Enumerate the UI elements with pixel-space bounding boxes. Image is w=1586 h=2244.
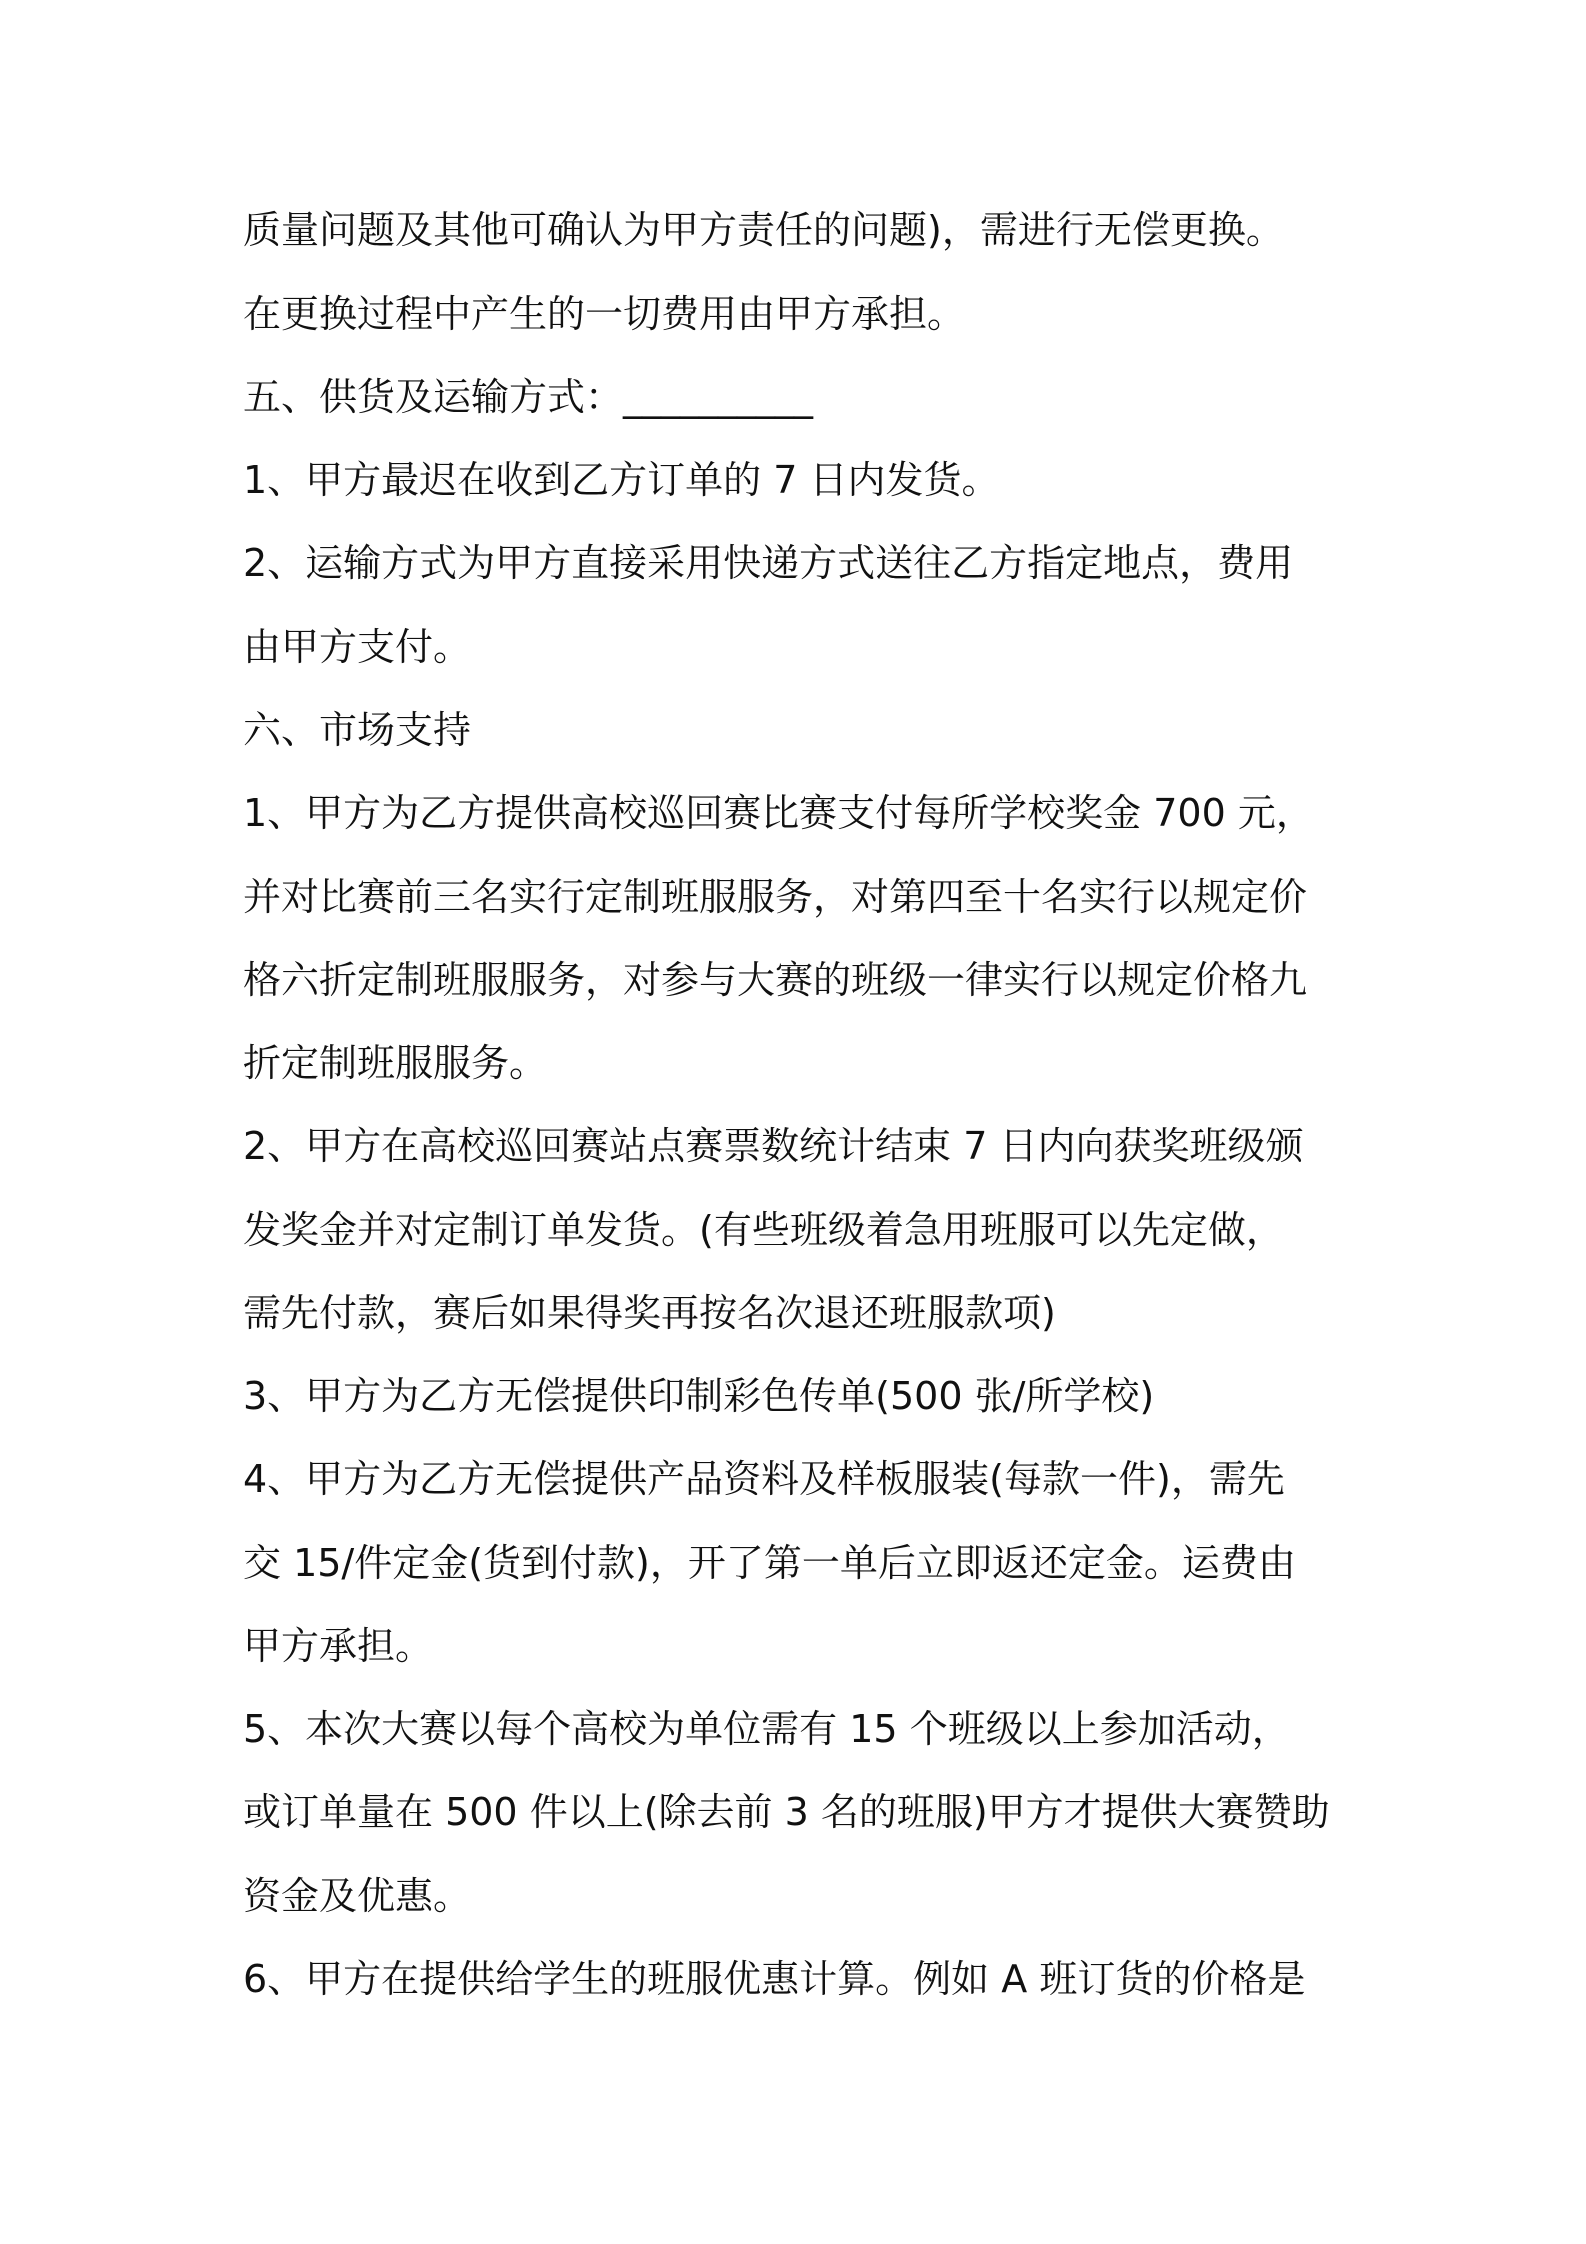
list-item: 2、运输方式为甲方直接采用快递方式送往乙方指定地点，费用 bbox=[243, 541, 1294, 585]
list-item: 1、甲方最迟在收到乙方订单的 7 日内发货。 bbox=[243, 458, 1000, 502]
list-item: 4、甲方为乙方无偿提供产品资料及样板服装(每款一件)，需先 bbox=[243, 1457, 1285, 1501]
text-line: 质量问题及其他可确认为甲方责任的问题)，需进行无偿更换。 bbox=[243, 208, 1284, 252]
list-item: 3、甲方为乙方无偿提供印制彩色传单(500 张/所学校) bbox=[243, 1374, 1155, 1418]
text-line: 交 15/件定金(货到付款)，开了第一单后立即返还定金。运费由 bbox=[243, 1541, 1296, 1585]
section-heading: 六、市场支持 bbox=[243, 708, 472, 752]
text-line: 甲方承担。 bbox=[243, 1624, 434, 1668]
list-item: 2、甲方在高校巡回赛站点赛票数统计结束 7 日内向获奖班级颁 bbox=[243, 1124, 1304, 1168]
section-heading: 五、供货及运输方式：__________ bbox=[243, 375, 814, 419]
list-item: 1、甲方为乙方提供高校巡回赛比赛支付每所学校奖金 700 元， bbox=[243, 791, 1314, 835]
list-item: 5、本次大赛以每个高校为单位需有 15 个班级以上参加活动， bbox=[243, 1707, 1290, 1751]
list-item: 6、甲方在提供给学生的班服优惠计算。例如 A 班订货的价格是 bbox=[243, 1957, 1306, 2001]
text-line: 格六折定制班服服务，对参与大赛的班级一律实行以规定价格九 bbox=[243, 958, 1308, 1002]
text-line: 发奖金并对定制订单发货。(有些班级着急用班服可以先定做， bbox=[243, 1208, 1284, 1252]
text-line: 并对比赛前三名实行定制班服服务，对第四至十名实行以规定价 bbox=[243, 875, 1308, 919]
text-line: 需先付款，赛后如果得奖再按名次退还班服款项) bbox=[243, 1291, 1056, 1335]
text-line: 在更换过程中产生的一切费用由甲方承担。 bbox=[243, 292, 966, 336]
text-line: 折定制班服服务。 bbox=[243, 1041, 548, 1085]
text-line: 资金及优惠。 bbox=[243, 1874, 472, 1918]
text-line: 或订单量在 500 件以上(除去前 3 名的班服)甲方才提供大赛赞助 bbox=[243, 1790, 1330, 1834]
text-line: 由甲方支付。 bbox=[243, 625, 472, 669]
